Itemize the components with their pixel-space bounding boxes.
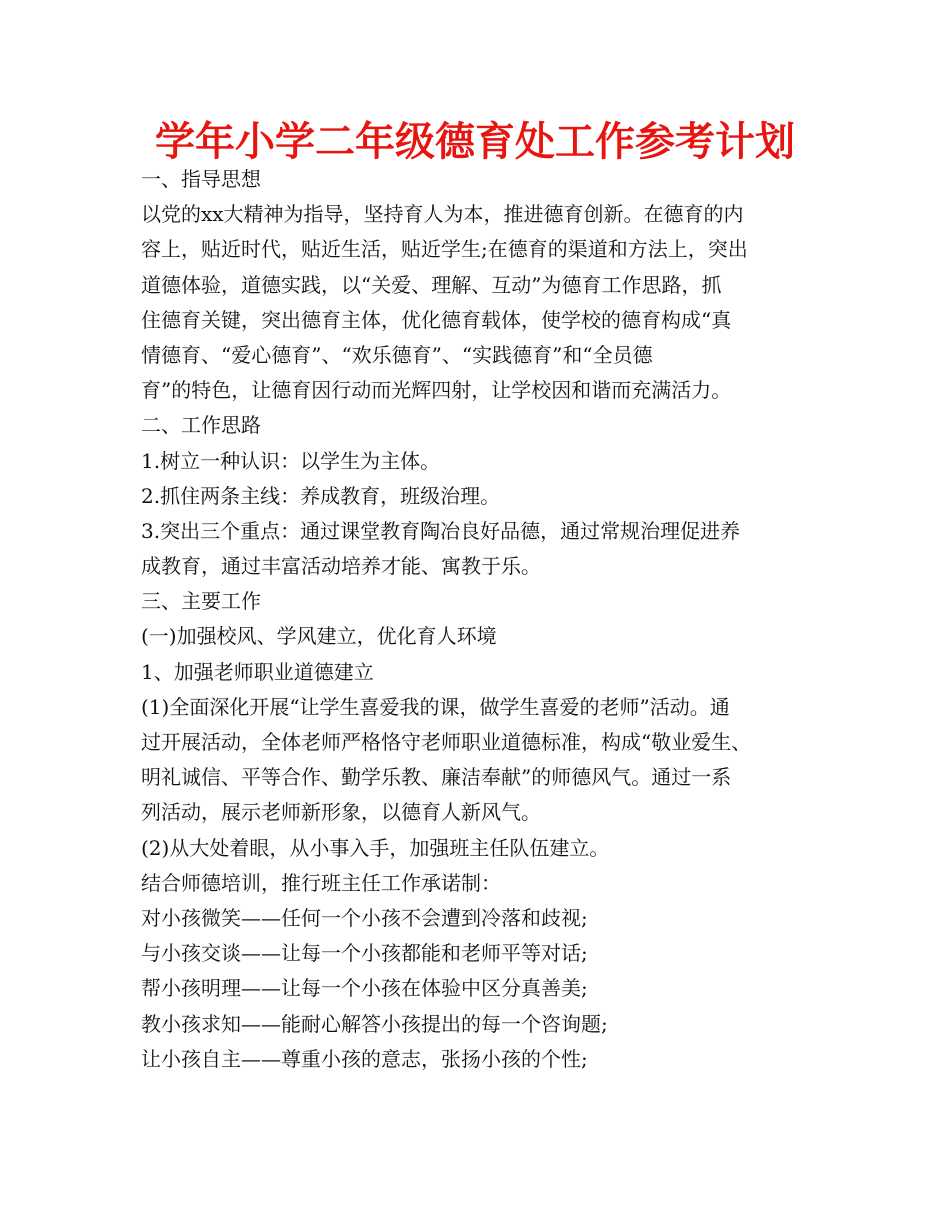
list-item: 教小孩求知——能耐心解答小孩提出的每一个咨询题; <box>141 1011 608 1036</box>
document-body <box>141 162 831 1077</box>
list-item: 2.抓住两条主线：养成教育，班级治理。 <box>141 483 501 508</box>
subheading: 1、加强老师职业道德建立 <box>141 659 374 684</box>
subheading: (一)加强校风、学风建立，优化育人环境 <box>141 624 497 649</box>
list-item: 帮小孩明理——让每一个小孩在体验中区分真善美; <box>141 976 588 1001</box>
paragraph-line: 列活动，展示老师新形象，以德育人新风气。 <box>141 800 541 825</box>
paragraph-line: 情德育、“爱心德育”、“欢乐德育”、“实践德育”和“全员德 <box>141 342 653 367</box>
paragraph-line: 以党的xx大精神为指导，坚持育人为本，推进德育创新。在德育的内 <box>141 202 744 227</box>
paragraph-line: 容上，贴近时代，贴近生活，贴近学生;在德育的渠道和方法上，突出 <box>141 237 748 262</box>
paragraph-line: 结合师德培训，推行班主任工作承诺制： <box>141 870 501 895</box>
list-item: 3.突出三个重点：通过课堂教育陶冶良好品德，通过常规治理促进养 <box>141 518 741 543</box>
paragraph-line: 明礼诚信、平等合作、勤学乐教、廉洁奉献”的师德风气。通过一系 <box>141 765 732 790</box>
paragraph-line: 成教育，通过丰富活动培养才能、寓教于乐。 <box>141 554 541 579</box>
list-item: 让小孩自主——尊重小孩的意志，张扬小孩的个性; <box>141 1046 588 1071</box>
document-title: 学年小学二年级德育处工作参考计划 <box>155 119 795 165</box>
heading-work-ideas: 二、工作思路 <box>141 413 261 438</box>
paragraph-line: 住德育关键，突出德育主体，优化德育载体，使学校的德育构成“真 <box>141 307 732 332</box>
list-item: 对小孩微笑——任何一个小孩不会遭到冷落和歧视; <box>141 905 588 930</box>
paragraph-line: (2)从大处着眼，从小事入手，加强班主任队伍建立。 <box>141 835 610 860</box>
paragraph-line: 过开展活动，全体老师严格恪守老师职业道德标准，构成“敬业爱生、 <box>141 730 752 754</box>
list-item: 与小孩交谈——让每一个小孩都能和老师平等对话; <box>141 941 588 966</box>
heading-guiding-ideology: 一、指导思想 <box>141 167 261 191</box>
paragraph-line: (1)全面深化开展“让学生喜爱我的课，做学生喜爱的老师”活动。通 <box>141 694 730 719</box>
heading-main-work: 三、主要工作 <box>141 589 261 614</box>
paragraph-line: 育”的特色，让德育因行动而光辉四射，让学校因和谐而充满活力。 <box>141 378 732 403</box>
list-item: 1.树立一种认识：以学生为主体。 <box>141 448 441 473</box>
paragraph-line: 道德体验，道德实践，以“关爱、理解、互动”为德育工作思路，抓 <box>141 272 722 297</box>
